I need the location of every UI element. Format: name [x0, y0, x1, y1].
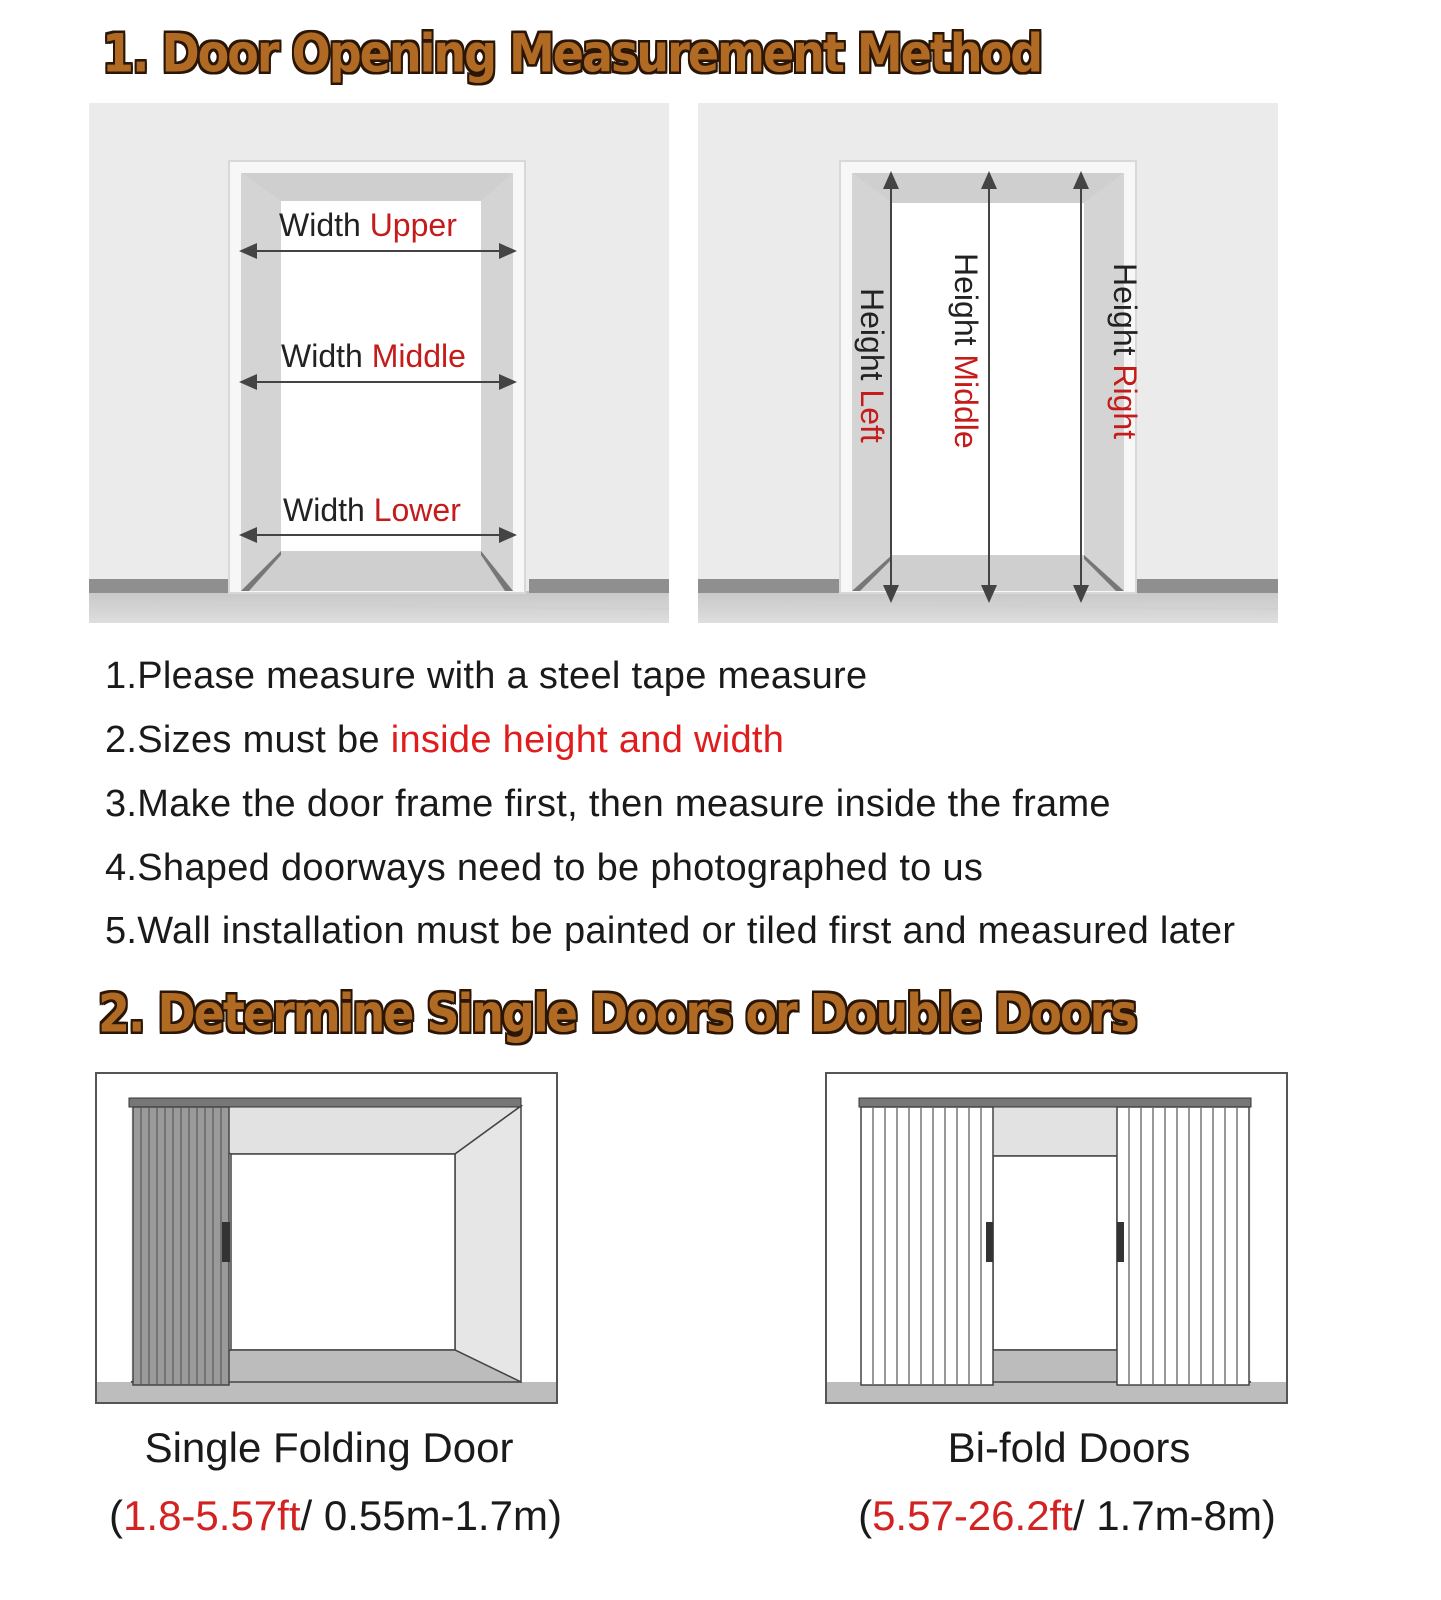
single-door-title: Single Folding Door — [144, 1424, 514, 1471]
height-diagram — [698, 103, 1278, 623]
bifold-door-drawing — [825, 1072, 1288, 1404]
height-left-label: Height Left — [854, 288, 890, 443]
height-diagram-illustration — [698, 103, 1278, 623]
section-2-title: 2. Determine Single Doors or Double Doors — [98, 982, 1136, 1045]
width-middle-label: Width Middle — [281, 338, 466, 374]
width-diagram — [89, 103, 669, 623]
single-folding-door-illustration — [95, 1072, 558, 1404]
instruction-step-1: 1.Please measure with a steel tape measure — [105, 655, 868, 697]
section-1-title: 1. Door Opening Measurement Method — [102, 22, 1042, 85]
instruction-step-5: 5.Wall installation must be painted or tiled first and measured later — [105, 910, 1236, 952]
bifold-doors-title: Bi-fold Doors — [947, 1424, 1191, 1471]
width-lower-label: Width Lower — [283, 492, 461, 528]
bifold-doors-illustration — [825, 1072, 1288, 1404]
height-middle-label: Height Middle — [948, 253, 984, 449]
single-door-size-range: (1.8-5.57ft/ 0.55m-1.7m) — [109, 1492, 562, 1539]
single-door-drawing — [95, 1072, 558, 1404]
instruction-step-4: 4.Shaped doorways need to be photographed to us — [105, 847, 984, 889]
bifold-doors-size-range: (5.57-26.2ft/ 1.7m-8m) — [858, 1492, 1276, 1539]
width-upper-label: Width Upper — [279, 207, 457, 243]
instruction-step-3: 3.Make the door frame first, then measure inside the frame — [105, 783, 1111, 825]
height-right-label: Height Right — [1107, 263, 1143, 440]
instruction-step-2: 2.Sizes must be inside height and width — [105, 719, 785, 761]
